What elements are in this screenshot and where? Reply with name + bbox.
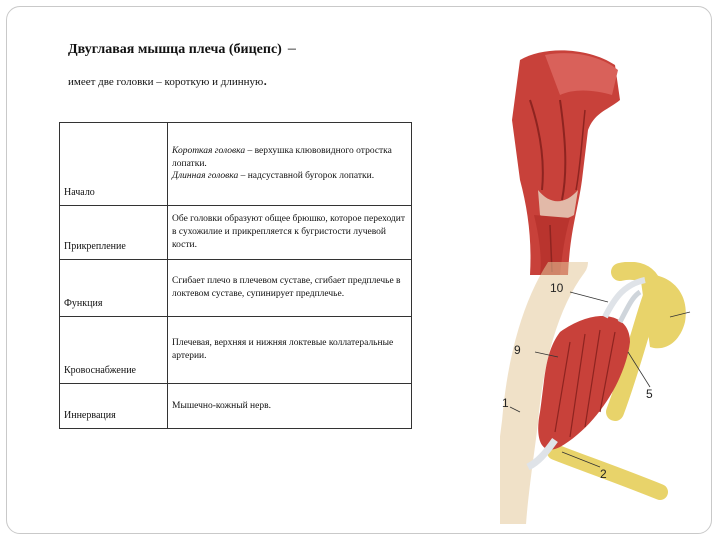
table-row-blood-supply [60, 317, 412, 384]
biceps-info-table [59, 122, 412, 429]
biceps-anatomy-diagram [500, 262, 700, 524]
title-dash: – [287, 40, 296, 57]
figure-label-2: 2 [600, 467, 607, 481]
slide-title [68, 40, 296, 58]
figure-label-9: 9 [514, 343, 521, 357]
figure-label-1: 1 [502, 396, 509, 410]
long-head-text: – надсуставной бугорок лопатки. [238, 171, 375, 182]
title-text: Двуглавая мышца плеча (бицепс) [68, 42, 282, 57]
forearm-bone [555, 452, 660, 492]
figure-label-10: 10 [550, 281, 564, 295]
short-head-label: Короткая головка [172, 145, 246, 156]
row-label-origin: Начало [60, 123, 168, 206]
row-label-function: Функция [60, 260, 168, 317]
arm-muscles-illustration [490, 40, 630, 275]
slide-subtitle [68, 72, 267, 90]
row-value-insertion: Обе головки образуют общее брюшко, которое переходит в сухожилие и прикрепляется к бугристости лучевой кости. [168, 206, 412, 260]
table-row-origin [60, 123, 412, 206]
row-value-blood-supply: Плечевая, верхняя и нижняя локтевые коллатеральные артерии. [168, 317, 412, 384]
short-head-text: – верхушка клювовидного отростка лопатки. [172, 145, 392, 169]
row-value-innervation: Мышечно-кожный нерв. [168, 384, 412, 429]
row-label-innervation: Иннервация [60, 384, 168, 429]
row-label-insertion: Прикрепление [60, 206, 168, 260]
table-row-insertion [60, 206, 412, 260]
row-value-origin [168, 123, 412, 206]
figure-label-5: 5 [646, 387, 653, 401]
table-row-function [60, 260, 412, 317]
long-head-label: Длинная головка [172, 171, 239, 182]
subtitle-text: имеет две головки – короткую и длинную [68, 76, 264, 88]
table-row-innervation [60, 384, 412, 429]
row-value-function: Сгибает плечо в плечевом суставе, сгибает предплечье в локтевом суставе, супинирует предплечье. [168, 260, 412, 317]
subtitle-period: . [263, 72, 268, 89]
row-label-blood-supply: Кровоснабжение [60, 317, 168, 384]
